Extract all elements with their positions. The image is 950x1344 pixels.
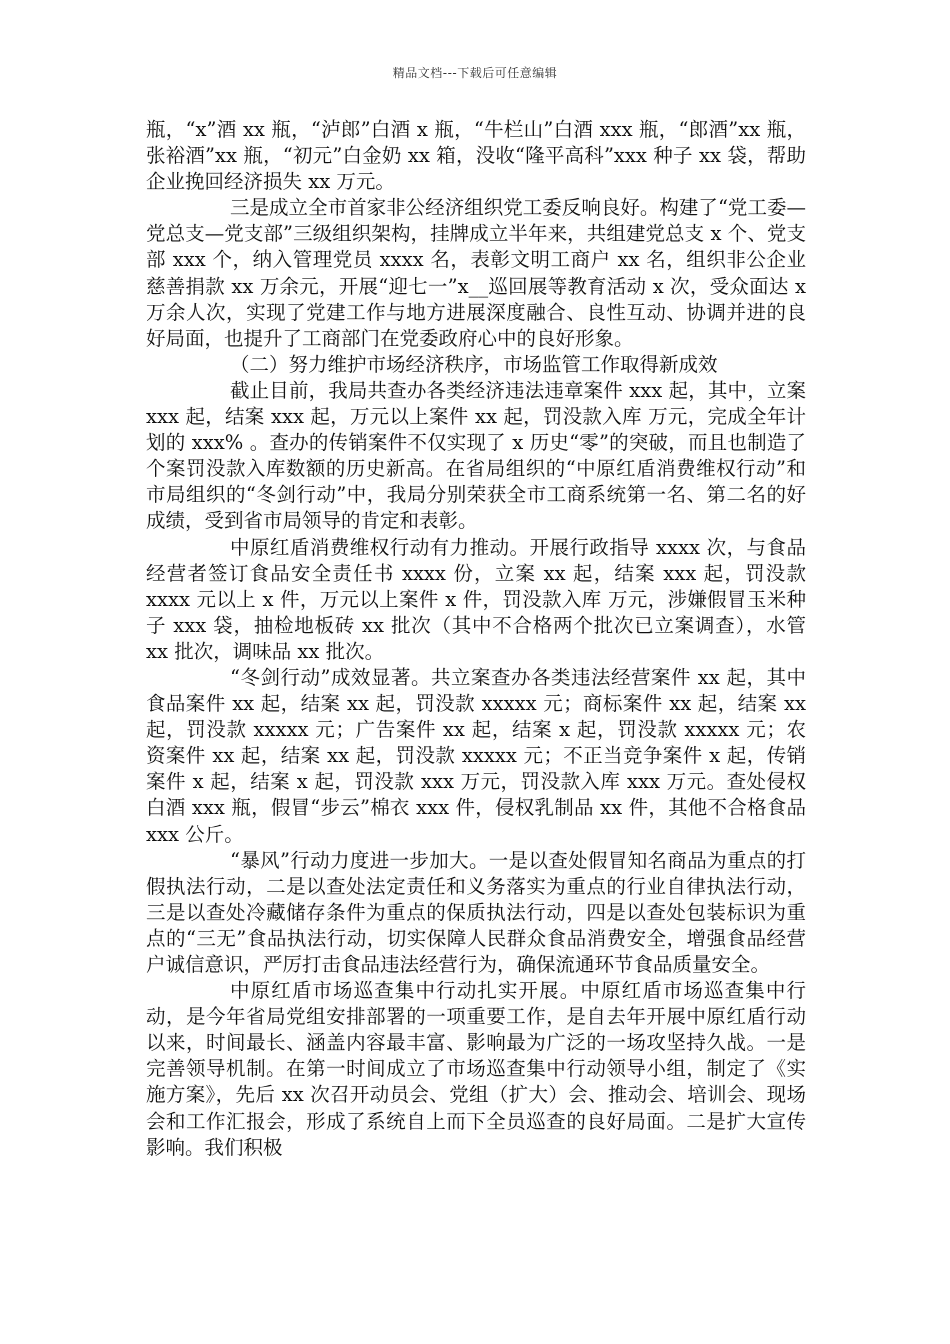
paragraph-case-summary: 截止目前，我局共查办各类经济违法违章案件 xxx 起，其中，立案 xxx 起，结案 xxx 起，万元以上案件 xx 起，罚没款入库 万元，完成全年计划的 xxx% 。查办的传销案件不仅实现了 x 历史“零”的突破，而且也制造了个案罚没款入库数额的历史新高。在省局组织的“中原红盾消费维权行动”和市局组织的“冬剑行动”中，我局分别荣获全市工商系统第一名、第二名的好成绩，受到省市局领导的肯定和表彰。 xyxy=(146,378,806,533)
paragraph-party-committee: 三是成立全市首家非公经济组织党工委反响良好。构建了“党工委—党总支—党支部”三级组织架构，挂牌成立半年来，共组建党总支 x 个、党支部 xxx 个，纳入管理党员 xxxx 名，表彰文明工商户 xx 名，组织非公企业慈善捐款 xx 万余元，开展“迎七一”x__巡回展等教育活动 x 次，受众面达 x 万余人次，实现了党建工作与地方进展深度融合、良性互动、协调并进的良好局面，也提升了工商部门在党委政府心中的良好形象。 xyxy=(146,196,806,350)
document-body xyxy=(146,117,806,1161)
paragraph-winter-sword-action: “冬剑行动”成效显著。共立案查办各类违法经营案件 xx 起，其中食品案件 xx 起，结案 xx 起，罚没款 xxxxx 元；商标案件 xx 起，结案 xx 起，罚没款 xxxxx 元；广告案件 xx 起，结案 x 起，罚没款 xxxxx 元；农资案件 xx 起，结案 xx 起，罚没款 xxxxx 元；不正当竞争案件 x 起，传销案件 x 起，结案 x 起，罚没款 xxx 万元，罚没款入库 xxx 万元。查处侵权白酒 xxx 瓶，假冒“步云”棉衣 xxx 件，侵权乳制品 xx 件，其他不合格食品 xxx 公斤。 xyxy=(146,665,806,846)
paragraph-consumer-rights-action: 中原红盾消费维权行动有力推动。开展行政指导 xxxx 次，与食品经营者签订食品安全责任书 xxxx 份，立案 xx 起，结案 xxx 起，罚没款 xxxx 元以上 x 件，万元以上案件 x 件，罚没款入库 万元，涉嫌假冒玉米种子 xxx 袋，抽检地板砖 xx 批次（其中不合格两个批次已立案调查），水管 xx 批次，调味品 xx 批次。 xyxy=(146,535,806,663)
header-watermark: 精品文档---下载后可任意编辑 xyxy=(392,66,558,80)
paragraph-continuation: 瓶，“x”酒 xx 瓶，“泸郎”白酒 x 瓶，“牛栏山”白酒 xxx 瓶，“郎酒”xx 瓶，张裕酒”xx 瓶，“初元”白金奶 xx 箱，没收“隆平高科”xxx 种子 xx 袋，帮助企业挽回经济损失 xx 万元。 xyxy=(146,118,806,194)
paragraph-market-inspection: 中原红盾市场巡查集中行动扎实开展。中原红盾市场巡查集中行动，是今年省局党组安排部署的一项重要工作，是自去年开展中原红盾行动以来，时间最长、涵盖内容最丰富、影响最为广泛的一场攻坚持久战。一是完善领导机制。在第一时间成立了市场巡查集中行动领导小组，制定了《实施方案》，先后 xx 次召开动员会、党组（扩大）会、推动会、培训会、现场会和工作汇报会，形成了系统自上而下全员巡查的良好局面。二是扩大宣传影响。我们积极 xyxy=(146,979,806,1159)
paragraph-storm-action: “暴风”行动力度进一步加大。一是以查处假冒知名商品为重点的打假执法行动，二是以查处法定责任和义务落实为重点的行业自律执法行动，三是以查处冷藏储存条件为重点的保质执法行动，四是以查处包装标识为重点的“三无”食品执法行动，切实保障人民群众食品消费安全，增强食品经营户诚信意识，严厉打击食品违法经营行为，确保流通环节食品质量安全。 xyxy=(146,848,806,976)
section-heading: （二）努力维护市场经济秩序，市场监管工作取得新成效 xyxy=(230,352,718,376)
